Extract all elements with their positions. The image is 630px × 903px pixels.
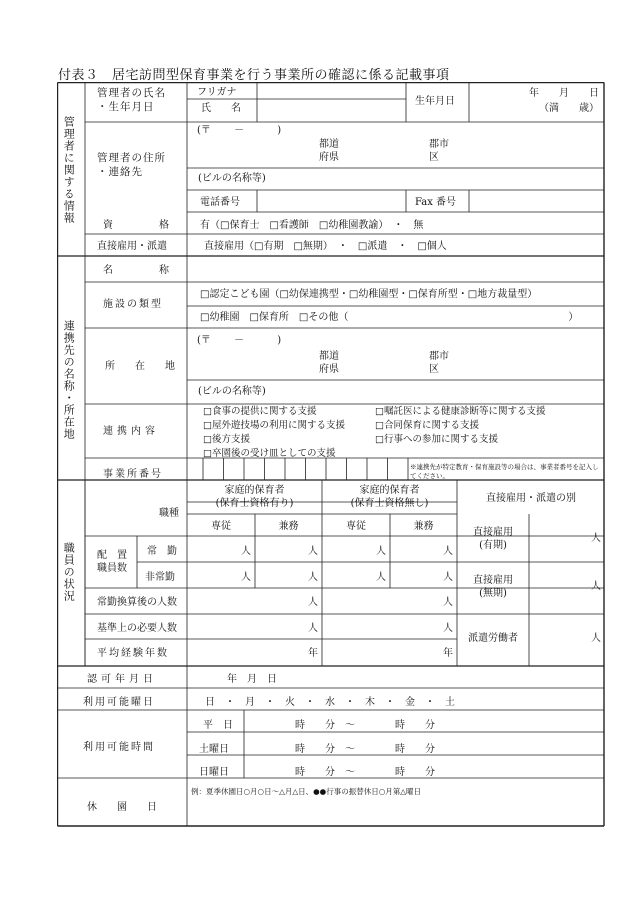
partner-building-label: (ビルの名称等) <box>198 386 266 397</box>
partner-name-label: 名 称 <box>103 265 173 276</box>
available-days-label: 利用可能曜日 <box>83 697 155 708</box>
coop-item[interactable]: □食事の提供に関する支援 <box>203 406 317 417</box>
tel-input[interactable] <box>260 191 406 211</box>
coop-item[interactable]: □合同保育に関する支援 <box>375 420 479 431</box>
unit-nin: 人 <box>443 572 453 583</box>
hitsuyo-label: 基準上の必要人数 <box>97 623 177 634</box>
form-table <box>57 82 605 827</box>
unit-nin: 人 <box>376 572 386 583</box>
available-days-options[interactable]: 日 ・ 月 ・ 火 ・ 水 ・ 木 ・ 金 ・ 土 <box>205 697 455 708</box>
coop-item[interactable]: □後方支援 <box>203 434 250 445</box>
kansan-label: 常勤換算後の人数 <box>97 597 177 608</box>
office-number-note: ※連携先が特定教育・保育施設等の場合は、事業者番号を記入してください。 <box>410 463 599 480</box>
postal-code[interactable]: (〒 － ) <box>197 125 282 136</box>
closed-days-label: 休 園 日 <box>87 802 157 813</box>
sunday-label: 日曜日 <box>199 767 229 778</box>
shimei-label: 氏 名 <box>201 103 241 114</box>
unit-nin: 人 <box>443 546 453 557</box>
coop-item[interactable]: □屋外遊技場の利用に関する支援 <box>203 420 345 431</box>
closed-days-example: 例：夏季休園日○月○日～△月△日、●●行事の振替休日○月第△曜日 <box>191 787 422 796</box>
birth-label: 生年月日 <box>415 96 455 107</box>
birth-age: （満 歳） <box>539 103 599 114</box>
unit-nin: 人 <box>308 572 318 583</box>
facility-type-label: 施設の類型 <box>103 299 163 310</box>
unit-nin: 人 <box>308 597 318 608</box>
cooperation-label: 連携内容 <box>103 426 159 437</box>
building-label: (ビルの名称等) <box>198 173 266 184</box>
col-unqualified-header: 家庭的保育者 (保育士資格無し) <box>350 485 429 509</box>
manager-name-label: 管理者の氏名 ・生年月日 <box>97 87 166 113</box>
unit-nin: 人 <box>241 572 251 583</box>
unit-nin: 人 <box>376 546 386 557</box>
unit-nin: 人 <box>308 546 318 557</box>
header-kenmu: 兼務 <box>413 521 434 532</box>
section-label-staff: 職員の状況 <box>62 542 76 602</box>
saturday-label: 土曜日 <box>199 744 229 755</box>
shokushu-label: 職種 <box>159 508 179 519</box>
col-employment-header: 直接雇用・派遣の別 <box>486 493 576 504</box>
section-label-manager: 管理者に関する情報 <box>62 116 76 224</box>
office-number-label: 事業所番号 <box>103 469 163 480</box>
name-input[interactable] <box>259 100 405 116</box>
available-hours-label: 利用可能時間 <box>83 742 155 753</box>
sunday-time[interactable]: 時 分 ～ 時 分 <box>295 767 435 778</box>
coop-item[interactable]: □嘱託医による健康診断等に関する支援 <box>375 406 546 417</box>
approval-date-label: 認可年月日 <box>87 674 157 685</box>
unit-nin: 人 <box>443 597 453 608</box>
employment-label: 直接雇用・派遣 <box>97 241 167 252</box>
section-label-partner: 連携先の名称・所在地 <box>62 320 76 440</box>
unit-nen: 年 <box>443 648 453 659</box>
saturday-time[interactable]: 時 分 ～ 時 分 <box>295 744 435 755</box>
weekday-label: 平 日 <box>203 720 233 731</box>
header-senju: 専従 <box>346 521 366 532</box>
unit-nin: 人 <box>443 623 453 634</box>
employment-options[interactable]: 直接雇用（□有期 □無期） ・ □派遣 ・ □個人 <box>204 241 447 252</box>
unit-nin: 人 <box>591 533 601 544</box>
weekday-time[interactable]: 時 分 ～ 時 分 <box>295 720 435 731</box>
unit-nin: 人 <box>591 581 601 592</box>
fax-label: Fax 番号 <box>415 197 457 208</box>
tel-label: 電話番号 <box>200 197 240 208</box>
coop-item[interactable]: □卒園後の受け皿としての支援 <box>203 448 336 459</box>
document-title: 付表３ 居宅訪問型保育事業を行う事業所の確認に係る記載事項 <box>58 68 450 83</box>
furigana-label: フリガナ <box>197 87 237 98</box>
partner-postal[interactable]: (〒 － ) <box>197 335 282 346</box>
direct-fixed-term-label: 直接雇用 (有期) <box>473 527 513 551</box>
partner-city-label: 郡市 区 <box>429 351 449 375</box>
unit-nen: 年 <box>308 648 318 659</box>
unit-nin: 人 <box>241 546 251 557</box>
qualification-label: 資 格 <box>103 220 173 231</box>
fax-input[interactable] <box>469 191 599 211</box>
hijokin-label: 非常勤 <box>145 572 175 583</box>
partner-name-input[interactable] <box>187 260 602 282</box>
coop-item[interactable]: □行事への参加に関する支援 <box>375 434 498 445</box>
prefecture-label: 都道 府県 <box>319 139 339 163</box>
jokin-label: 常 勤 <box>147 546 177 557</box>
unit-nin: 人 <box>591 633 601 644</box>
qualification-options[interactable]: 有（□保育士 □看護師 □幼稚園教諭） ・ 無 <box>200 220 424 231</box>
facility-type-row1[interactable]: □認定こども園（□幼保連携型・□幼稚園型・□保育所型・□地方裁量型） <box>200 289 538 300</box>
col-qualified-header: 家庭的保育者 (保育士資格有り) <box>215 485 294 509</box>
header-senju: 専従 <box>211 521 231 532</box>
approval-date-value[interactable]: 年 月 日 <box>227 674 277 685</box>
header-kenmu: 兼務 <box>278 521 299 532</box>
facility-type-row2[interactable]: □幼稚園 □保育所 □その他（ ） <box>200 312 579 323</box>
city-label: 郡市 区 <box>429 139 449 163</box>
location-label: 所 在 地 <box>105 361 180 372</box>
partner-prefecture-label: 都道 府県 <box>319 351 339 375</box>
address-label: 管理者の住所 ・連絡先 <box>97 152 166 178</box>
furigana-input[interactable] <box>259 84 405 98</box>
unit-nin: 人 <box>308 623 318 634</box>
haichi-label: 配 置 職員数 <box>97 550 127 574</box>
keiken-label: 平均経験年数 <box>97 648 169 659</box>
dispatch-worker-label: 派遣労働者 <box>468 633 518 644</box>
birth-date: 年 月 日 <box>529 88 599 99</box>
direct-indefinite-label: 直接雇用 (無期) <box>473 575 513 599</box>
